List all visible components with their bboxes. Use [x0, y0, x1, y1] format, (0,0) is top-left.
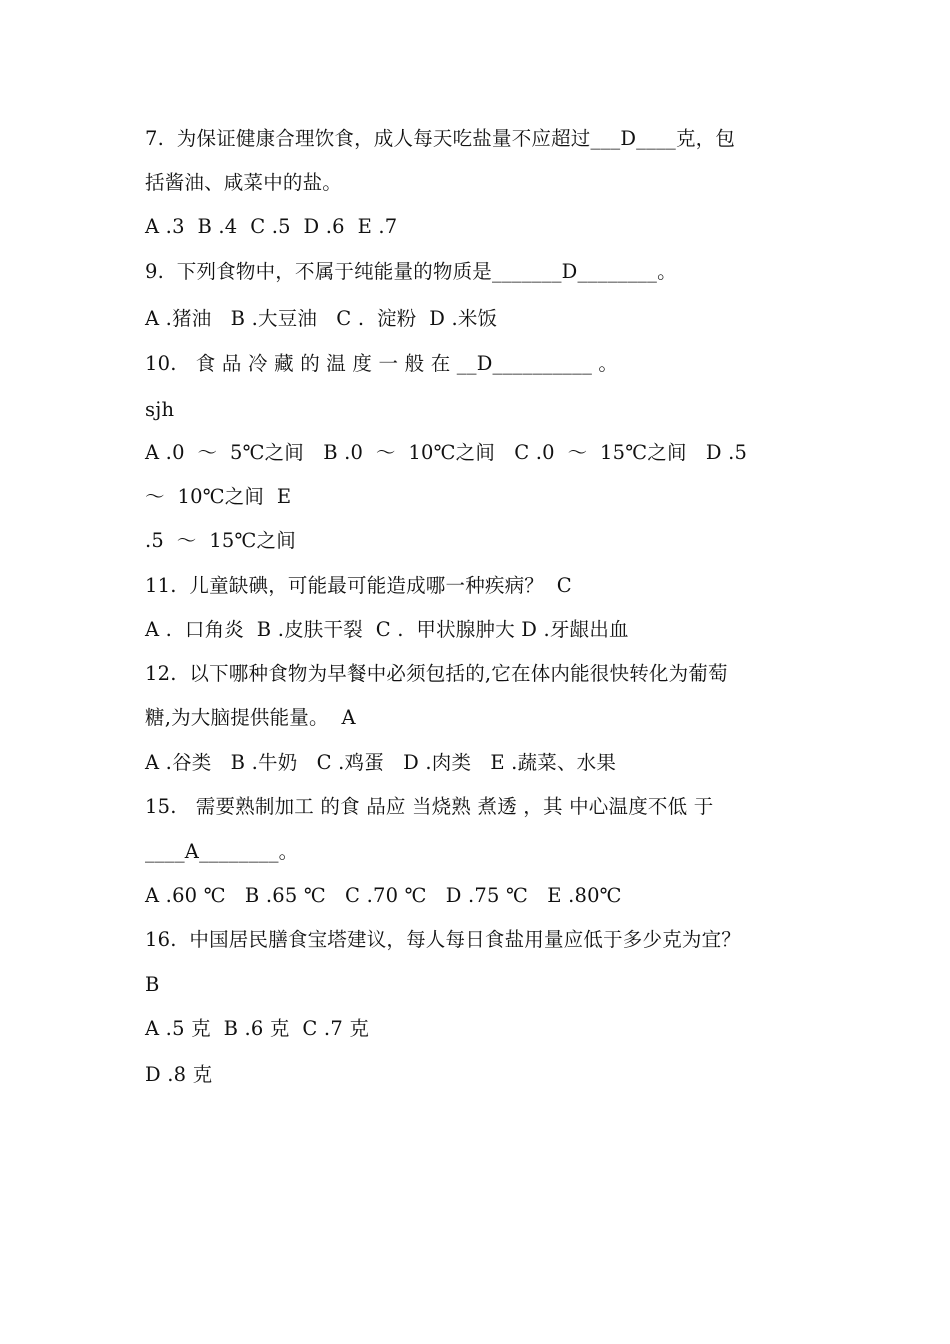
question-16-line-1: 16. 中国居民膳食宝塔建议，每人每日食盐用量应低于多少克为宜？	[145, 928, 742, 951]
question-12-options: A .谷类 B .牛奶 C .鸡蛋 D .肉类 E .蔬菜、水果	[145, 751, 617, 774]
question-10-note: sjh	[145, 398, 175, 421]
question-12-line-2: 糖,为大脑提供能量。 A	[145, 706, 356, 729]
question-10-options-line-3: .5 ～ 15℃之间	[145, 529, 296, 552]
question-15-line-1: 15. 需要熟制加工 的食 品应 当烧熟 煮透 ，其 中心温度不低 于	[145, 795, 714, 818]
question-10-text: 10. 食 品 冷 藏 的 温 度 一 般 在 __D__________ 。	[145, 352, 619, 375]
question-9-text: 9. 下列食物中，不属于纯能量的物质是_______D________。	[145, 260, 677, 283]
question-11-text: 11. 儿童缺碘，可能最可能造成哪一种疾病？ C	[145, 574, 572, 597]
question-9-options: A .猪油 B .大豆油 C . 淀粉 D .米饭	[145, 307, 498, 330]
question-10-options-line-1: A .0 ～ 5℃之间 B .0 ～ 10℃之间 C .0 ～ 15℃之间 D .5	[145, 441, 748, 464]
question-11-options: A . 口角炎 B .皮肤干裂 C . 甲状腺肿大 D .牙龈出血	[145, 618, 629, 641]
question-7-options: A .3 B .4 C .5 D .6 E .7	[145, 215, 398, 238]
question-7-line-1: 7. 为保证健康合理饮食，成人每天吃盐量不应超过___D____克，包	[145, 127, 736, 150]
question-12-line-1: 12. 以下哪种食物为早餐中必须包括的,它在体内能很快转化为葡萄	[145, 662, 728, 685]
question-16-line-2: B	[145, 973, 160, 996]
question-7-line-2: 括酱油、咸菜中的盐。	[145, 171, 343, 194]
question-15-line-2: ____A________。	[145, 840, 299, 863]
question-16-options-line-2: D .8 克	[145, 1063, 213, 1086]
question-16-options-line-1: A .5 克 B .6 克 C .7 克	[145, 1017, 370, 1040]
question-10-options-line-2: ～ 10℃之间 E	[145, 485, 292, 508]
question-15-options: A .60 ℃ B .65 ℃ C .70 ℃ D .75 ℃ E .80℃	[145, 884, 622, 907]
